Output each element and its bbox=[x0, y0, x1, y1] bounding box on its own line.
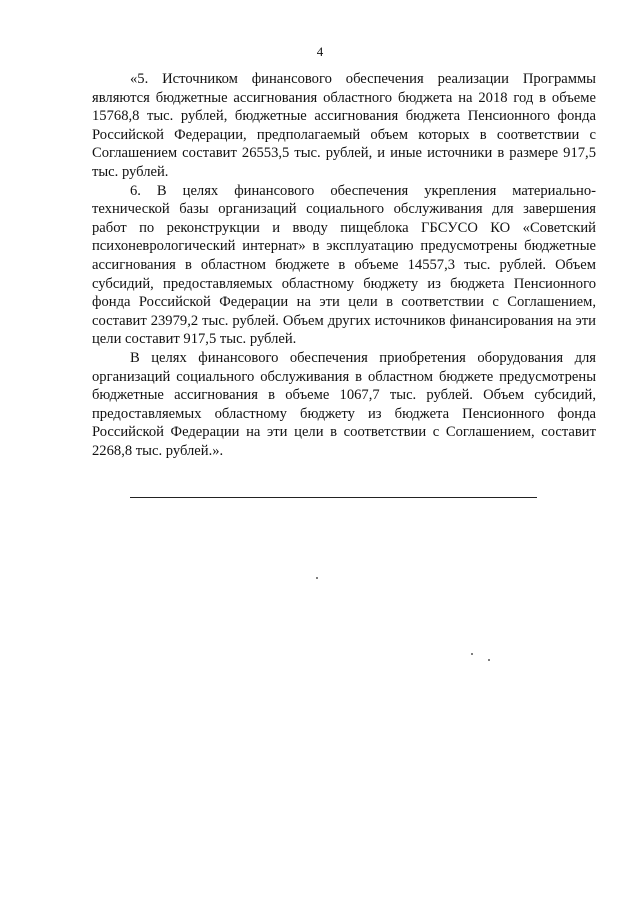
scan-speck bbox=[471, 653, 473, 655]
document-body bbox=[92, 70, 596, 460]
paragraph-funding-sources: «5. Источником финансового обеспечения реализации Программы являются бюджетные ассигнования областного бюджета на 2018 год в объеме 15768,8 тыс. рублей, бюджетные ассигнования бюджета Пенсионного фонда Российской Федерации, предполагаемый объем которых в соответствии с Соглашением составит 26553,5 тыс. рублей, и иные источники в размере 917,5 тыс. рублей. bbox=[92, 71, 596, 180]
page-number: 4 bbox=[316, 44, 324, 59]
scan-speck bbox=[316, 577, 318, 579]
paragraph-material-base: 6. В целях финансового обеспечения укрепления материально-технической базы организаций социального обслуживания для завершения работ по реконструкции и вводу пищеблока ГБСУСО КО «Советский психоневрологический интернат» в эксплуатацию предусмотрены бюджетные ассигнования в областном бюджете в объеме 14557,3 тыс. рублей. Объем субсидий, предоставляемых областному бюджету из бюджета Пенсионного фонда Российской Федерации на эти цели в соответствии с Соглашением, составит 23979,2 тыс. рублей. Объем других источников финансирования на эти цели составит 917,5 тыс. рублей. bbox=[92, 182, 596, 348]
scan-speck bbox=[488, 659, 490, 661]
paragraph-equipment: В целях финансового обеспечения приобретения оборудования для организаций социального обслуживания в областном бюджете предусмотрены бюджетные ассигнования в объеме 1067,7 тыс. рублей. Объем субсидий, предоставляемых областному бюджету из бюджета Пенсионного фонда Российской Федерации на эти цели в соответствии с Соглашением, составит 2268,8 тыс. рублей.». bbox=[92, 349, 596, 459]
end-divider-line bbox=[130, 497, 537, 498]
